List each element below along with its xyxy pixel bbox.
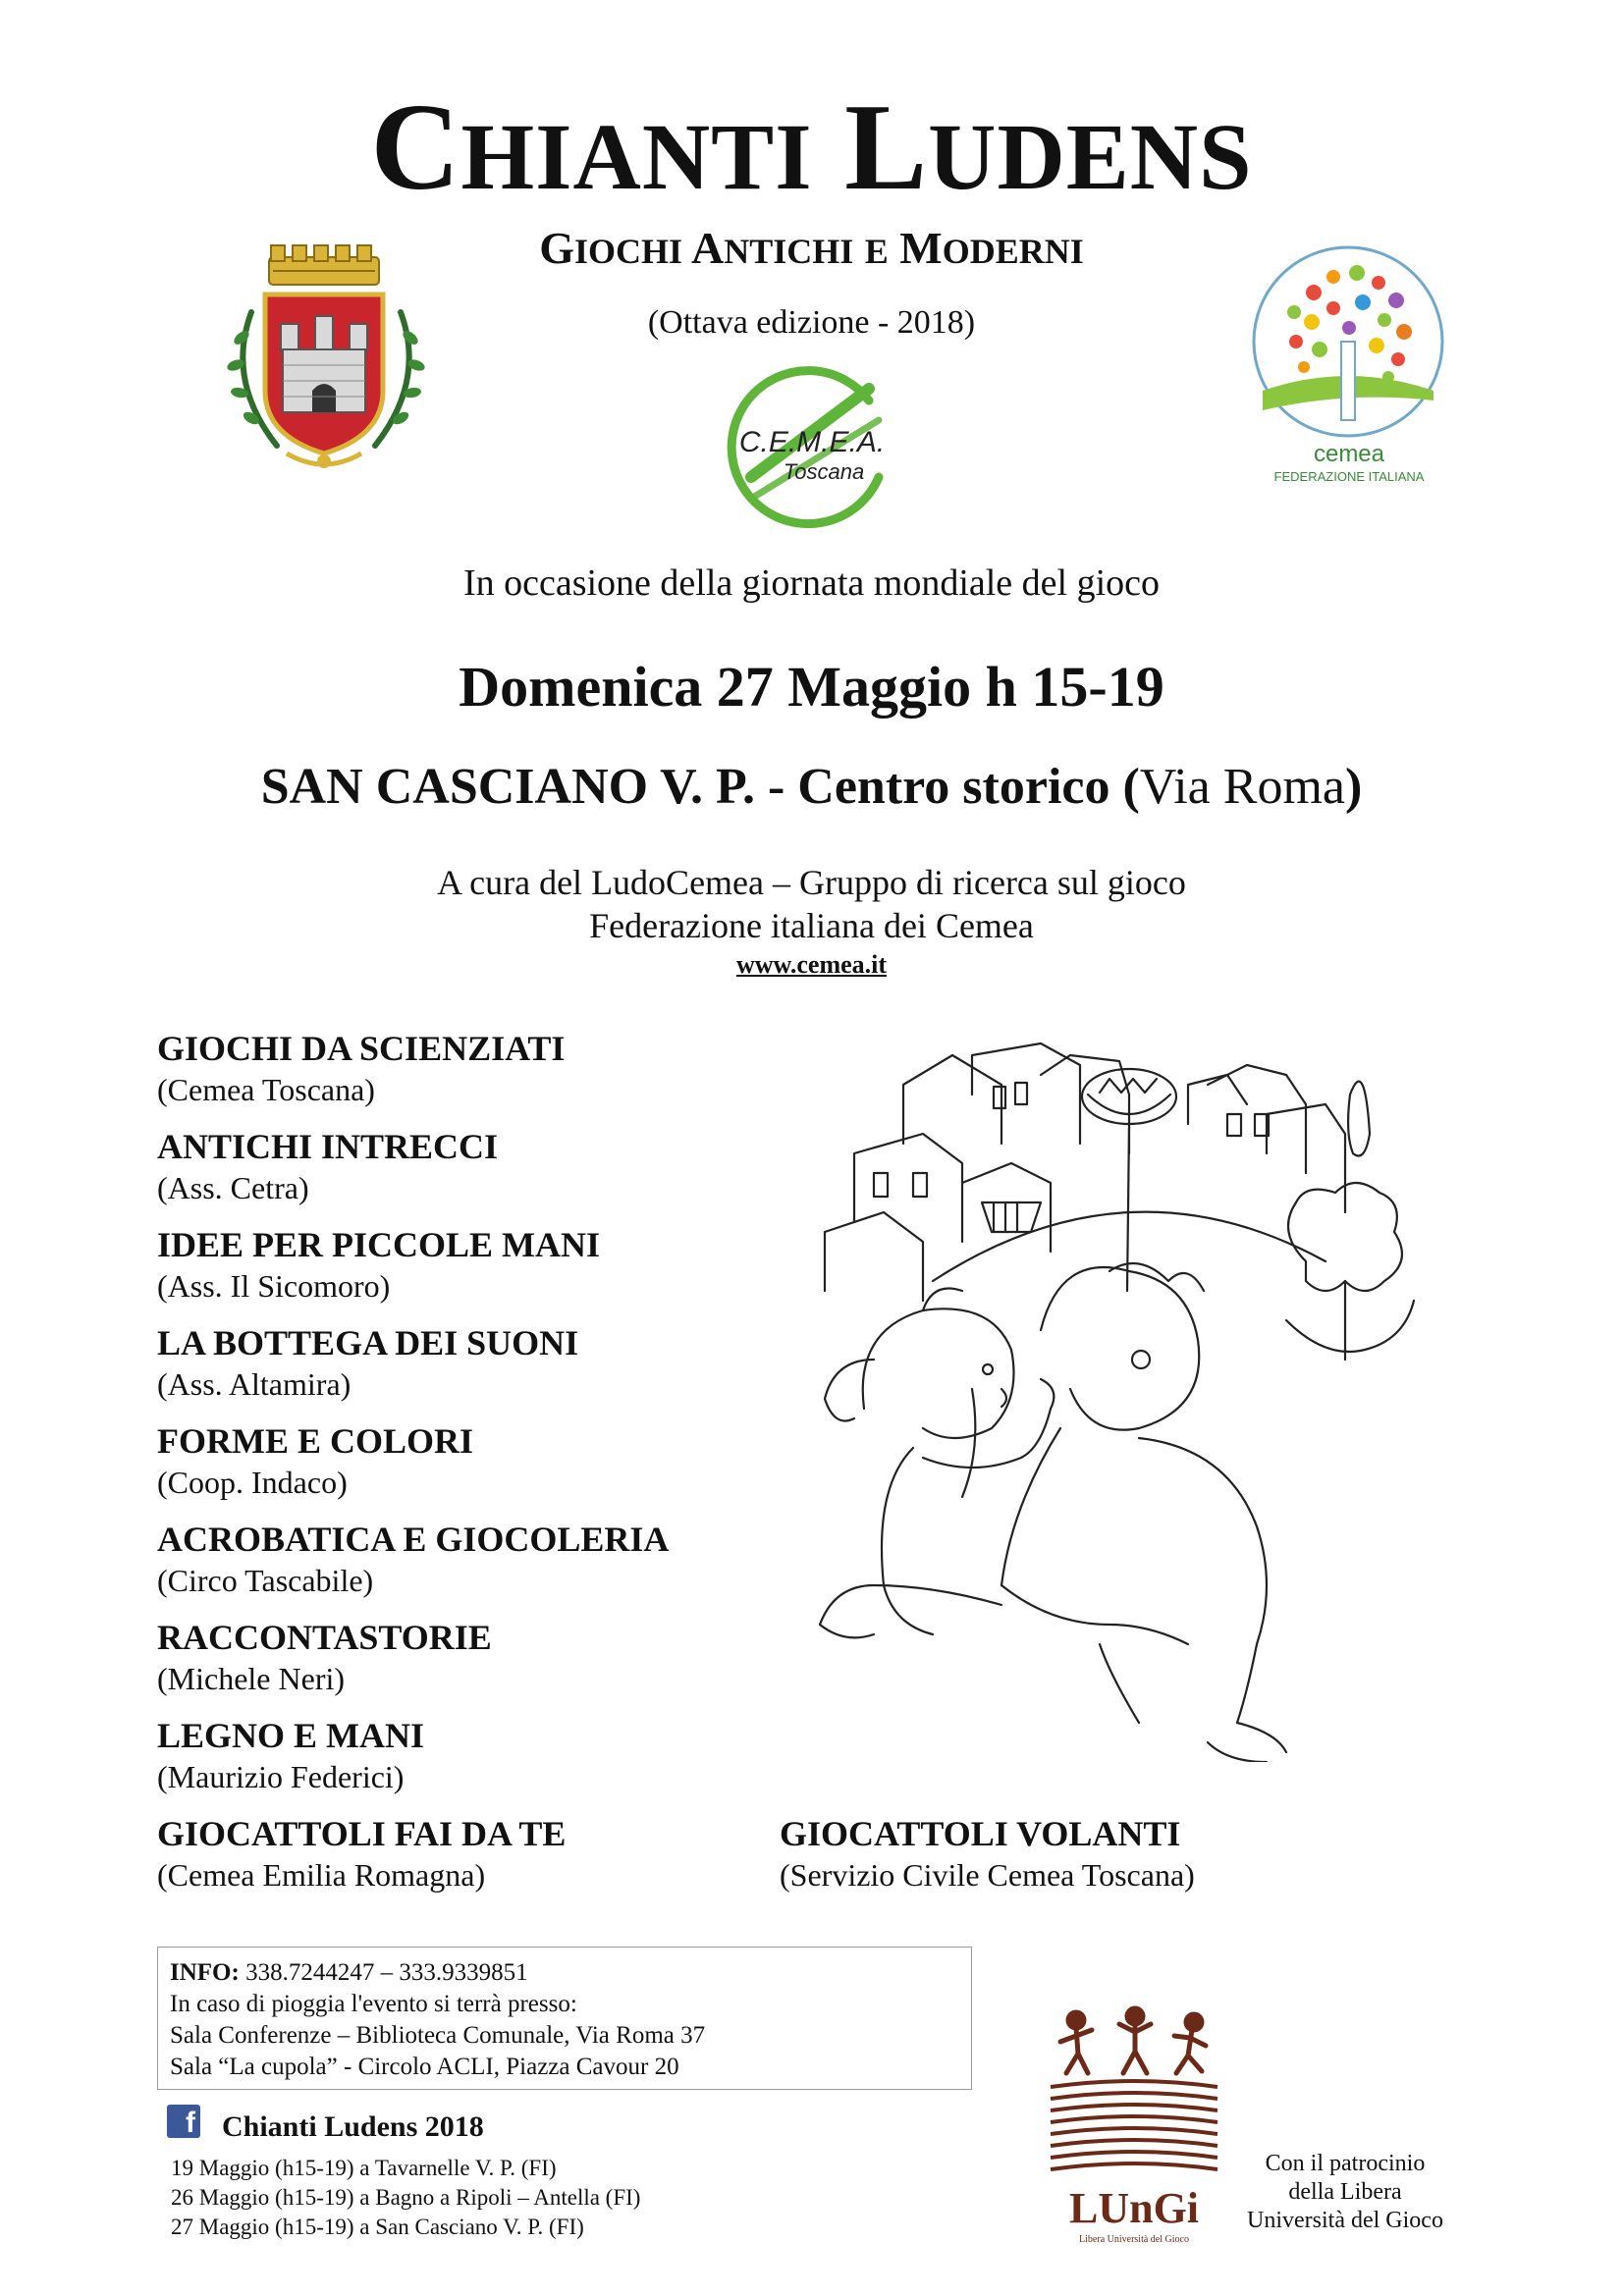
activity-item [157,1620,492,1694]
lungi-name: LUnGi [1068,2184,1200,2232]
activity-organizer: (Cemea Emilia Romagna) [157,1857,486,1893]
activity-item [157,1423,473,1498]
activity-organizer: (Coop. Indaco) [157,1465,348,1500]
federation-line: Federazione italiana dei Cemea [589,906,1034,945]
activity-title: GIOCATTOLI FAI DA TE [157,1814,567,1853]
cemea-toscana-region: Toscana [783,459,865,484]
activity-organizer: (Maurizio Federici) [157,1759,405,1794]
facebook-icon[interactable]: f [167,2105,200,2138]
activity-organizer: (Ass. Cetra) [157,1170,309,1205]
activity-title: GIOCATTOLI VOLANTI [780,1814,1181,1853]
cemea-toscana-logo [722,361,898,534]
title-word-2: LUDENS [844,80,1253,216]
website-link[interactable]: www.cemea.it [735,950,888,979]
activity-title: GIOCHI DA SCIENZIATI [157,1029,566,1068]
info-venue-2: Sala “La cupola” - Circolo ACLI, Piazza Cavour 20 [170,2054,679,2080]
poster-title [0,80,1623,216]
lungi-logo [1041,2002,1227,2248]
cemea-toscana-name: C.E.M.E.A. [738,426,886,458]
schedule-line: 27 Maggio (h15-19) a San Casciano V. P. (FI) [171,2215,584,2239]
event-place: SAN CASCIANO V. P. - Centro storico (Via Roma) [260,759,1363,815]
activity-organizer: (Circo Tascabile) [157,1563,374,1598]
coat-of-arms-logo [218,243,434,475]
activity-title: LA BOTTEGA DEI SUONI [157,1323,579,1362]
activity-organizer: (Servizio Civile Cemea Toscana) [780,1857,1195,1893]
patronage-note: Con il patrocinio della Libera Università del Gioco [1247,2151,1443,2233]
info-rain-note: In caso di pioggia l'evento si terrà presso: [170,1991,577,2017]
occasion-text: In occasione della giornata mondiale del gioco [462,562,1161,604]
activity-title: IDEE PER PICCOLE MANI [157,1225,601,1264]
cemea-federazione-sub: FEDERAZIONE ITALIANA [1273,469,1425,484]
activity-organizer: (Ass. Il Sicomoro) [157,1268,391,1304]
activity-item [157,1325,578,1400]
activity-organizer: (Michele Neri) [157,1661,346,1696]
activity-title: ANTICHI INTRECCI [157,1127,499,1166]
info-venue-1: Sala Conferenze – Biblioteca Comunale, Via Roma 37 [170,2022,706,2049]
curated-by-line: A cura del LudoCemea – Gruppo di ricerca sul gioco [437,863,1186,902]
facebook-page-title: Chianti Ludens 2018 [222,2110,484,2143]
activity-item [780,1816,1195,1891]
lungi-full-name: Libera Università del Gioco [1079,2234,1189,2245]
activity-item [157,1816,566,1891]
activity-title: FORME E COLORI [157,1421,474,1461]
schedule-line: 19 Maggio (h15-19) a Tavarnelle V. P. (FI) [171,2156,557,2180]
activity-title: ACROBATICA E GIOCOLERIA [157,1520,670,1559]
cemea-federazione-name: cemea [1313,441,1385,467]
activity-organizer: (Ass. Altamira) [157,1366,352,1402]
activity-item [157,1031,565,1105]
edition-text: (Ottava edizione - 2018) [647,304,976,341]
event-date: Domenica 27 Maggio h 15-19 [459,655,1164,719]
activity-title: LEGNO E MANI [157,1716,425,1755]
crown-icon [269,245,379,285]
children-village-illustration [815,1036,1443,1762]
activity-item [157,1129,498,1203]
schedule-line: 26 Maggio (h15-19) a Bagno a Ripoli – Antella (FI) [171,2185,641,2210]
activity-item [157,1522,669,1596]
info-box [157,1947,972,2090]
poster-subtitle: GIOCHI ANTICHI E MODERNI [539,223,1084,273]
activity-item [157,1718,424,1792]
title-word-1: CHIANTI [370,80,813,216]
activity-organizer: (Cemea Toscana) [157,1072,375,1107]
activity-item [157,1227,600,1302]
info-phones: INFO: 338.7244247 – 333.9339851 [170,1959,528,1986]
cemea-federazione-logo [1235,243,1461,489]
activity-title: RACCONTASTORIE [157,1618,492,1657]
